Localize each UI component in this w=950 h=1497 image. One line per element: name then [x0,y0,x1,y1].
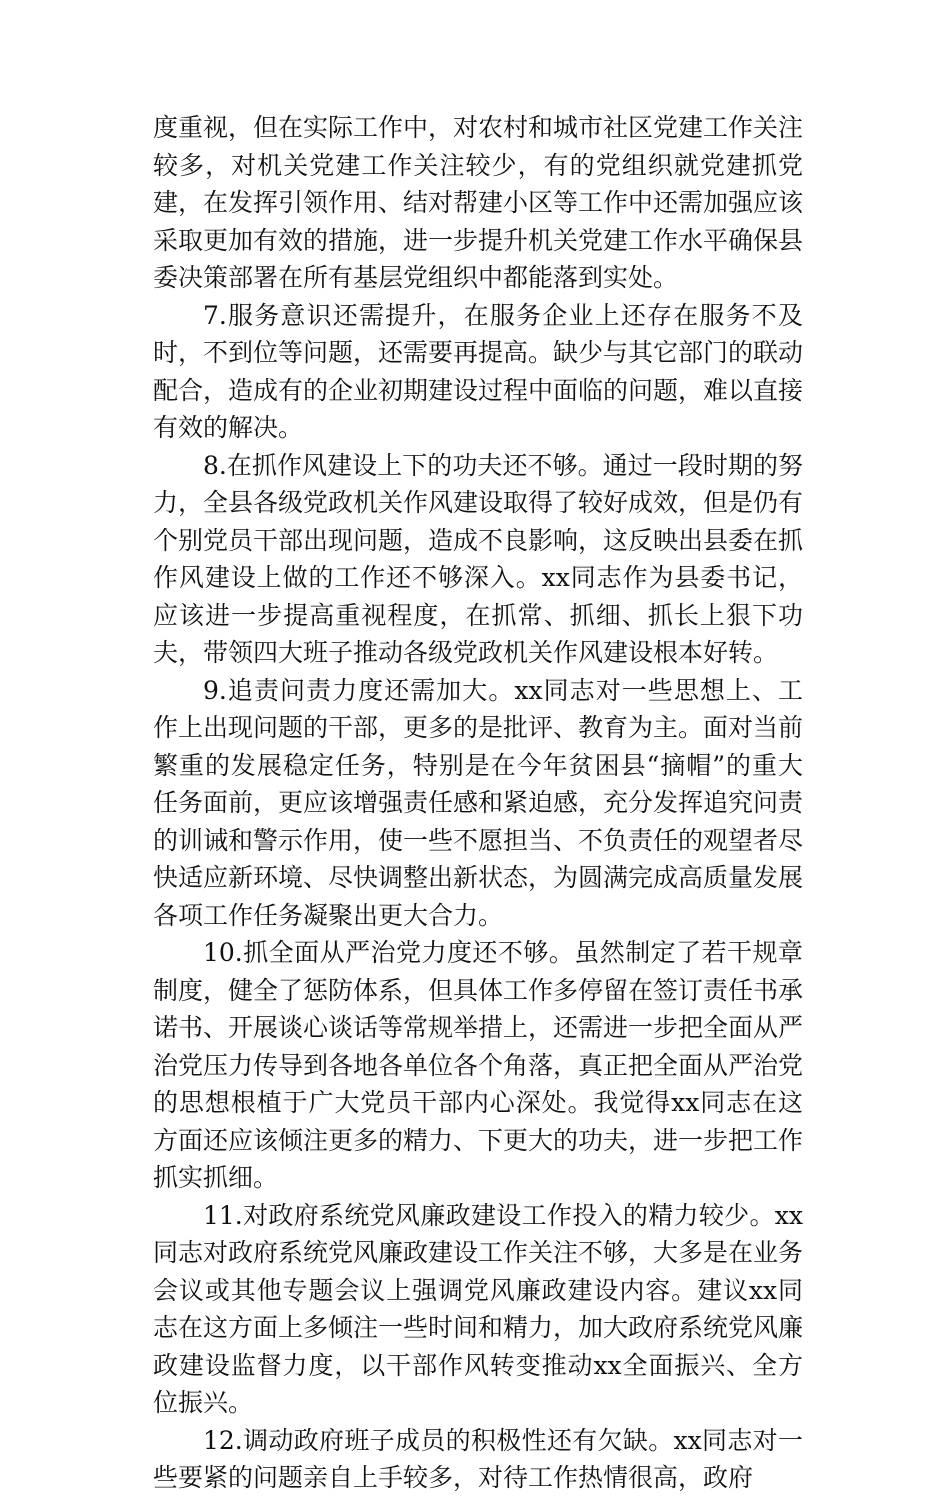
paragraph-item-11: 11.对政府系统党风廉政建设工作投入的精力较少。xx同志对政府系统党风廉政建设工作关注不够，大多是在业务会议或其他专题会议上强调党风廉政建设内容。建议xx同志在这方面上多倾注一些时间和精力，加大政府系统党风廉政建设监督力度，以干部作风转变推动xx全面振兴、全方位振兴。 [153,1200,804,1417]
paragraph-item-9: 9.追责问责力度还需加大。xx同志对一些思想上、工作上出现问题的干部，更多的是批评、教育为主。面对当前繁重的发展稳定任务，特别是在今年贫困县“摘帽”的重大任务面前，更应该增强责任感和紧迫感，充分发挥追究问责的训诫和警示作用，使一些不愿担当、不负责任的观望者尽快适应新环境、尽快调整出新状态，为圆满完成高质量发展各项工作任务凝聚出更大合力。 [153,675,804,930]
paragraph-item-12: 12.调动政府班子成员的积极性还有欠缺。xx同志对一些要紧的问题亲自上手较多，对待工作热情很高，政府 [153,1425,803,1492]
document-page [153,109,803,1497]
paragraph-item-7: 7.服务意识还需提升，在服务企业上还存在服务不及时，不到位等问题，还需要再提高。缺少与其它部门的联动配合，造成有的企业初期建设过程中面临的问题，难以直接有效的解决。 [153,300,804,442]
paragraph-item-10: 10.抓全面从严治党力度还不够。虽然制定了若干规章制度，健全了惩防体系，但具体工作多停留在签订责任书承诺书、开展谈心谈话等常规举措上，还需进一步把全面从严治党压力传导到各地各单位各个角落，真正把全面从严治党的思想根植于广大党员干部内心深处。我觉得xx同志在这方面还应该倾注更多的精力、下更大的功夫，进一步把工作抓实抓细。 [153,938,804,1192]
paragraph-item-8: 8.在抓作风建设上下的功夫还不够。通过一段时期的努力，全县各级党政机关作风建设取得了较好成效，但是仍有个别党员干部出现问题，造成不良影响，这反映出县委在抓作风建设上做的工作还不够深入。xx同志作为县委书记，应该进一步提高重视程度，在抓常、抓细、抓长上狠下功夫，带领四大班子推动各级党政机关作风建设根本好转。 [153,450,804,667]
paragraph-continuation: 度重视，但在实际工作中，对农村和城市社区党建工作关注较多，对机关党建工作关注较少，有的党组织就党建抓党建，在发挥引领作用、结对帮建小区等工作中还需加强应该采取更加有效的措施，进一步提升机关党建工作水平确保县委决策部署在所有基层党组织中都能落到实处。 [153,113,804,292]
